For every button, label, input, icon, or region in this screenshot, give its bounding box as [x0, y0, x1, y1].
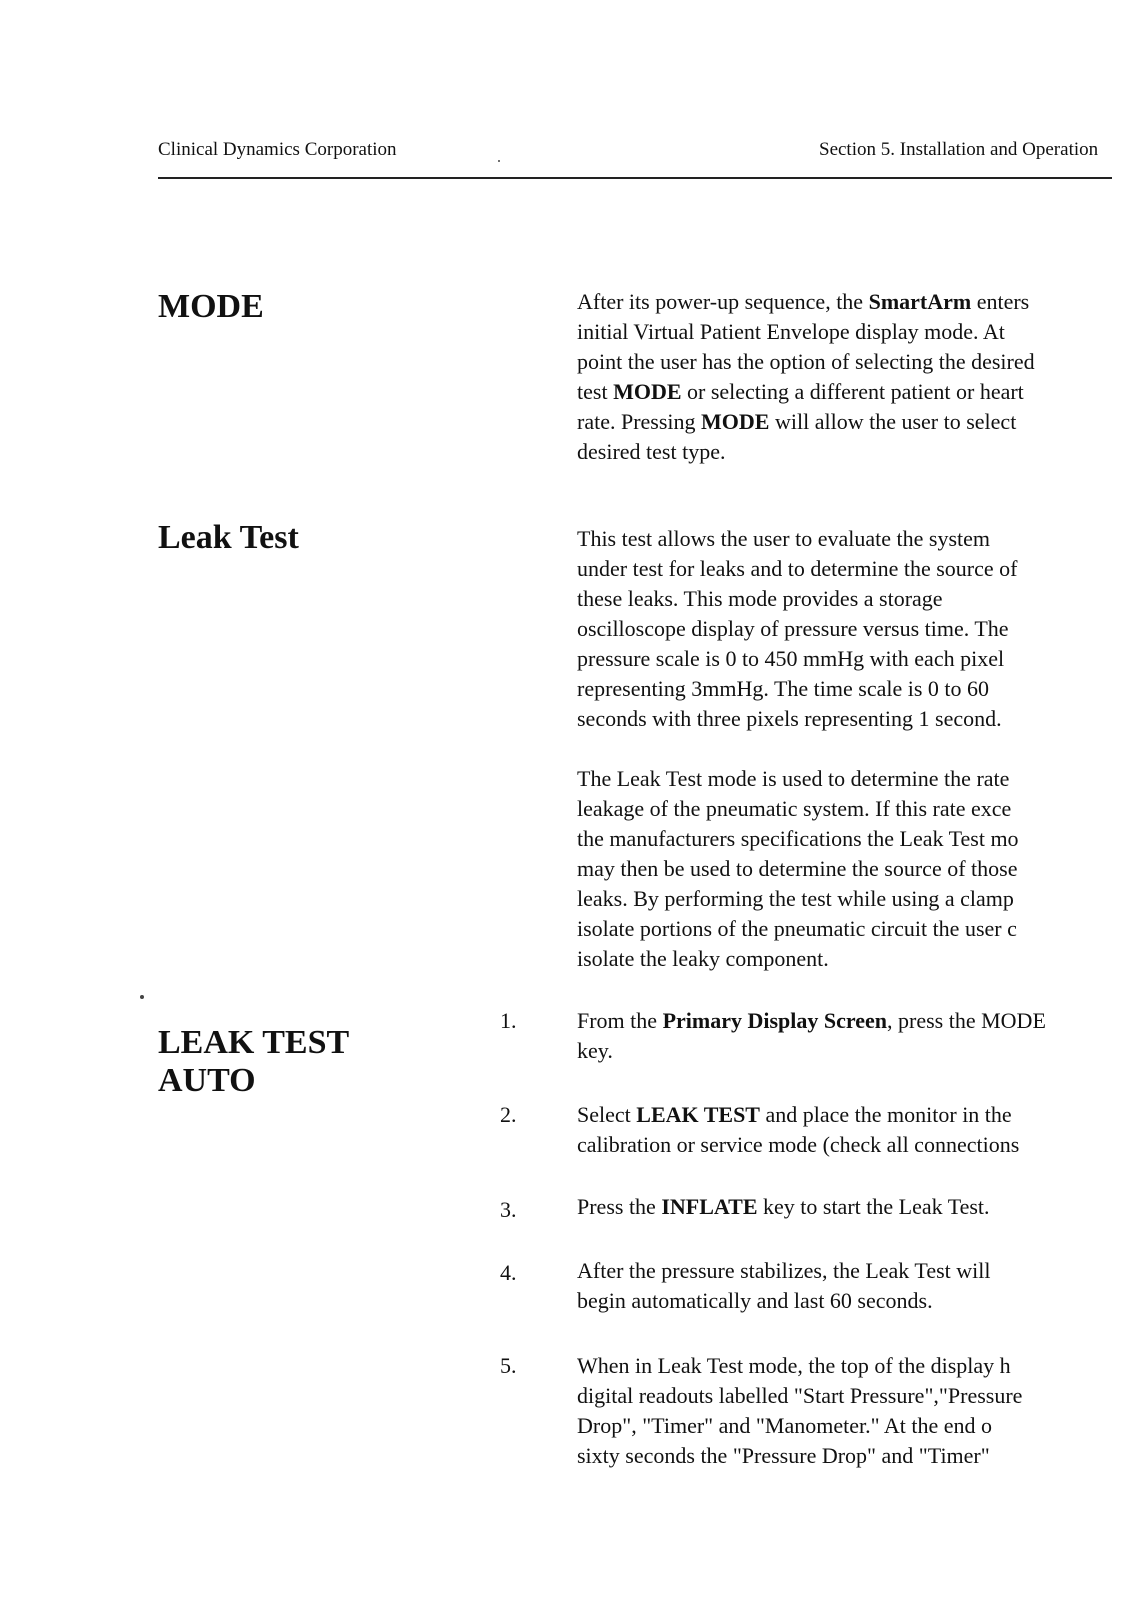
text-line: representing 3mmHg. The time scale is 0 to 60	[577, 676, 990, 701]
text-line: the manufacturers specifications the Leak Test mo	[577, 826, 1019, 851]
running-header	[158, 134, 1112, 174]
heading-leak-test: Leak Test	[158, 519, 299, 556]
step-3-text	[577, 1192, 1112, 1222]
text-line: under test for leaks and to determine the source of	[577, 556, 1018, 581]
text-line: these leaks. This mode provides a storage	[577, 586, 943, 611]
paragraph-leak-test-intro	[577, 524, 1112, 734]
text-line: rate. Pressing MODE will allow the user to select	[577, 409, 1017, 434]
text-line: pressure scale is 0 to 450 mmHg with each pixel	[577, 646, 1005, 671]
text-line: digital readouts labelled "Start Pressure","Pressure	[577, 1383, 1023, 1408]
step-4-text	[577, 1256, 1112, 1316]
text-line: may then be used to determine the source of those	[577, 856, 1018, 881]
text-line: From the Primary Display Screen, press the MODE	[577, 1008, 1046, 1033]
text-line: oscilloscope display of pressure versus time. The	[577, 616, 1009, 641]
step-number: 4.	[500, 1260, 517, 1285]
section-title: Section 5. Installation and Operation	[819, 139, 1099, 160]
heading-leak-test-auto-line1: LEAK TEST	[158, 1024, 350, 1061]
text-line: key.	[577, 1038, 613, 1063]
text-line: This test allows the user to evaluate the system	[577, 526, 991, 551]
text-line: leaks. By performing the test while using a clamp	[577, 886, 1014, 911]
header-rule	[158, 177, 1112, 179]
text-line: The Leak Test mode is used to determine the rate	[577, 766, 1010, 791]
step-1-text	[577, 1006, 1112, 1066]
paragraph-mode	[577, 287, 1112, 467]
heading-leak-test-auto-line2: AUTO	[158, 1062, 256, 1099]
text-line: When in Leak Test mode, the top of the display h	[577, 1353, 1011, 1378]
text-line: Press the INFLATE key to start the Leak Test.	[577, 1194, 990, 1219]
text-line: begin automatically and last 60 seconds.	[577, 1288, 933, 1313]
step-5-text	[577, 1351, 1112, 1471]
text-line: seconds with three pixels representing 1 second.	[577, 706, 1002, 731]
text-line: Select LEAK TEST and place the monitor in the	[577, 1102, 1012, 1127]
scan-speck	[140, 995, 144, 999]
text-line: calibration or service mode (check all connections	[577, 1132, 1020, 1157]
text-line: desired test type.	[577, 439, 726, 464]
heading-mode: MODE	[158, 288, 264, 325]
text-line: After the pressure stabilizes, the Leak Test will	[577, 1258, 991, 1283]
step-2-text	[577, 1100, 1112, 1160]
text-line: sixty seconds the "Pressure Drop" and "Timer"	[577, 1443, 990, 1468]
text-line: isolate portions of the pneumatic circuit the user c	[577, 916, 1017, 941]
text-line: Drop", "Timer" and "Manometer." At the end o	[577, 1413, 992, 1438]
text-line: isolate the leaky component.	[577, 946, 829, 971]
step-number: 2.	[500, 1102, 517, 1127]
text-line: test MODE or selecting a different patient or heart	[577, 379, 1024, 404]
step-number: 5.	[500, 1353, 517, 1378]
paragraph-leak-test-usage	[577, 764, 1112, 974]
scan-speck	[498, 160, 500, 162]
text-line: point the user has the option of selecting the desired	[577, 349, 1035, 374]
text-line: leakage of the pneumatic system. If this rate exce	[577, 796, 1012, 821]
text-line: initial Virtual Patient Envelope display mode. At	[577, 319, 1005, 344]
company-name: Clinical Dynamics Corporation	[158, 139, 397, 160]
step-number: 1.	[500, 1008, 517, 1033]
text-line: After its power-up sequence, the SmartArm enters	[577, 289, 1030, 314]
step-number: 3.	[500, 1197, 517, 1222]
